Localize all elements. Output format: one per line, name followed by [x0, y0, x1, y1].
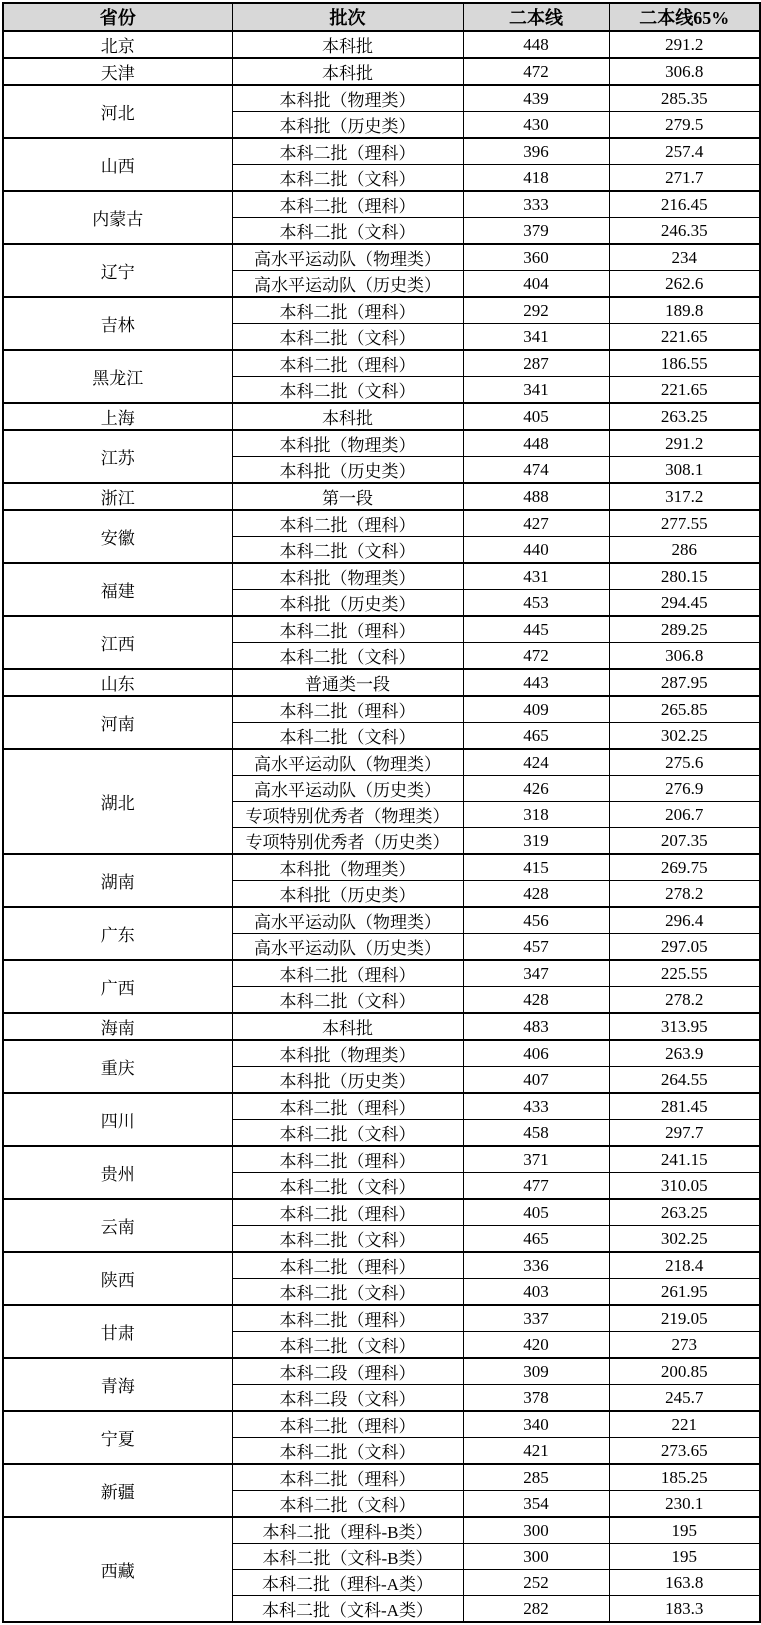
line-cell: 474	[463, 457, 609, 484]
batch-cell: 本科二批（文科）	[232, 1491, 463, 1518]
table-row	[3, 616, 760, 643]
line-cell: 439	[463, 85, 609, 112]
line-cell: 445	[463, 616, 609, 643]
province-cell: 陕西	[3, 1252, 232, 1305]
line-cell: 333	[463, 191, 609, 218]
table-row	[3, 1146, 760, 1173]
line-cell: 336	[463, 1252, 609, 1279]
province-cell: 吉林	[3, 297, 232, 350]
batch-cell: 本科批（物理类）	[232, 854, 463, 881]
line65-cell: 279.5	[609, 112, 760, 139]
line-cell: 424	[463, 749, 609, 776]
batch-cell: 本科批（历史类）	[232, 590, 463, 617]
col-header-line: 二本线	[463, 3, 609, 31]
line65-cell: 189.8	[609, 297, 760, 324]
province-cell: 云南	[3, 1199, 232, 1252]
line-cell: 354	[463, 1491, 609, 1518]
line-cell: 448	[463, 31, 609, 58]
table-row	[3, 1252, 760, 1279]
line65-cell: 310.05	[609, 1173, 760, 1200]
batch-cell: 本科二批（文科）	[232, 1279, 463, 1306]
province-cell: 甘肃	[3, 1305, 232, 1358]
line65-cell: 271.7	[609, 165, 760, 192]
batch-cell: 本科二批（理科）	[232, 696, 463, 723]
batch-cell: 本科二批（文科）	[232, 165, 463, 192]
line-cell: 396	[463, 138, 609, 165]
line65-cell: 287.95	[609, 669, 760, 696]
line65-cell: 185.25	[609, 1464, 760, 1491]
batch-cell: 本科批（物理类）	[232, 1040, 463, 1067]
batch-cell: 本科二批（理科）	[232, 1464, 463, 1491]
line65-cell: 280.15	[609, 563, 760, 590]
line65-cell: 246.35	[609, 218, 760, 245]
line65-cell: 257.4	[609, 138, 760, 165]
batch-cell: 本科批	[232, 1013, 463, 1040]
line65-cell: 221	[609, 1411, 760, 1438]
batch-cell: 本科批	[232, 403, 463, 430]
table-header-row	[3, 3, 760, 31]
table-row	[3, 1305, 760, 1332]
line65-cell: 277.55	[609, 510, 760, 537]
batch-cell: 本科二段（文科）	[232, 1385, 463, 1412]
batch-cell: 本科批	[232, 31, 463, 58]
batch-cell: 本科批（物理类）	[232, 563, 463, 590]
line65-cell: 241.15	[609, 1146, 760, 1173]
batch-cell: 高水平运动队（历史类）	[232, 934, 463, 961]
province-cell: 湖南	[3, 854, 232, 907]
batch-cell: 高水平运动队（物理类）	[232, 749, 463, 776]
table-row	[3, 350, 760, 377]
batch-cell: 本科二批（文科-B类）	[232, 1544, 463, 1570]
batch-cell: 专项特别优秀者（物理类）	[232, 802, 463, 828]
line65-cell: 296.4	[609, 907, 760, 934]
table-row	[3, 510, 760, 537]
batch-cell: 本科二批（文科）	[232, 723, 463, 750]
table-row	[3, 244, 760, 271]
table-body	[3, 31, 760, 1622]
batch-cell: 本科二批（文科）	[232, 987, 463, 1014]
line65-cell: 216.45	[609, 191, 760, 218]
line-cell: 448	[463, 430, 609, 457]
province-cell: 江苏	[3, 430, 232, 483]
province-cell: 北京	[3, 31, 232, 58]
batch-cell: 高水平运动队（物理类）	[232, 907, 463, 934]
batch-cell: 本科批（物理类）	[232, 85, 463, 112]
line65-cell: 278.2	[609, 881, 760, 908]
province-cell: 四川	[3, 1093, 232, 1146]
table-row	[3, 430, 760, 457]
col-header-province: 省份	[3, 3, 232, 31]
table-row	[3, 31, 760, 58]
line-cell: 418	[463, 165, 609, 192]
line65-cell: 186.55	[609, 350, 760, 377]
line65-cell: 285.35	[609, 85, 760, 112]
batch-cell: 本科批（历史类）	[232, 1067, 463, 1094]
table-row	[3, 58, 760, 85]
line-cell: 477	[463, 1173, 609, 1200]
line-cell: 483	[463, 1013, 609, 1040]
line65-cell: 269.75	[609, 854, 760, 881]
province-cell: 海南	[3, 1013, 232, 1040]
province-cell: 山东	[3, 669, 232, 696]
province-cell: 江西	[3, 616, 232, 669]
line65-cell: 263.25	[609, 1199, 760, 1226]
batch-cell: 本科二批（理科）	[232, 191, 463, 218]
line-cell: 360	[463, 244, 609, 271]
line65-cell: 273.65	[609, 1438, 760, 1465]
batch-cell: 本科二批（理科）	[232, 138, 463, 165]
table-row	[3, 1040, 760, 1067]
line65-cell: 289.25	[609, 616, 760, 643]
province-cell: 广东	[3, 907, 232, 960]
table-row	[3, 138, 760, 165]
province-cell: 重庆	[3, 1040, 232, 1093]
province-cell: 青海	[3, 1358, 232, 1411]
line65-cell: 294.45	[609, 590, 760, 617]
col-header-line65: 二本线65%	[609, 3, 760, 31]
line-cell: 456	[463, 907, 609, 934]
line-cell: 404	[463, 271, 609, 298]
batch-cell: 本科批（物理类）	[232, 430, 463, 457]
province-cell: 辽宁	[3, 244, 232, 297]
batch-cell: 高水平运动队（物理类）	[232, 244, 463, 271]
batch-cell: 高水平运动队（历史类）	[232, 776, 463, 802]
line65-cell: 278.2	[609, 987, 760, 1014]
batch-cell: 本科二批（理科-A类）	[232, 1570, 463, 1596]
line-cell: 465	[463, 1226, 609, 1253]
line-cell: 287	[463, 350, 609, 377]
table-row	[3, 1199, 760, 1226]
line-cell: 409	[463, 696, 609, 723]
line-cell: 458	[463, 1120, 609, 1147]
province-cell: 山西	[3, 138, 232, 191]
line65-cell: 218.4	[609, 1252, 760, 1279]
line65-cell: 195	[609, 1544, 760, 1570]
batch-cell: 本科二批（文科）	[232, 1173, 463, 1200]
batch-cell: 本科二批（理科）	[232, 1199, 463, 1226]
batch-cell: 本科二批（理科）	[232, 1305, 463, 1332]
line65-cell: 313.95	[609, 1013, 760, 1040]
batch-cell: 本科批（历史类）	[232, 457, 463, 484]
line65-cell: 262.6	[609, 271, 760, 298]
line65-cell: 163.8	[609, 1570, 760, 1596]
line65-cell: 261.95	[609, 1279, 760, 1306]
line-cell: 292	[463, 297, 609, 324]
line65-cell: 207.35	[609, 828, 760, 855]
line-cell: 252	[463, 1570, 609, 1596]
batch-cell: 本科二批（理科）	[232, 1146, 463, 1173]
batch-cell: 本科二批（理科-B类）	[232, 1517, 463, 1544]
line-cell: 430	[463, 112, 609, 139]
batch-cell: 本科二批（理科）	[232, 510, 463, 537]
table-row	[3, 907, 760, 934]
table-row	[3, 85, 760, 112]
line-cell: 319	[463, 828, 609, 855]
table-row	[3, 854, 760, 881]
line65-cell: 317.2	[609, 483, 760, 510]
table-row	[3, 1093, 760, 1120]
batch-cell: 本科二批（文科-A类）	[232, 1596, 463, 1623]
batch-cell: 本科批（历史类）	[232, 881, 463, 908]
batch-cell: 本科二段（理科）	[232, 1358, 463, 1385]
line-cell: 379	[463, 218, 609, 245]
line65-cell: 276.9	[609, 776, 760, 802]
batch-cell: 本科二批（文科）	[232, 1332, 463, 1359]
line-cell: 433	[463, 1093, 609, 1120]
line-cell: 405	[463, 403, 609, 430]
table-row	[3, 1464, 760, 1491]
line65-cell: 291.2	[609, 31, 760, 58]
province-cell: 河南	[3, 696, 232, 749]
line-cell: 405	[463, 1199, 609, 1226]
province-cell: 新疆	[3, 1464, 232, 1517]
batch-cell: 本科二批（理科）	[232, 297, 463, 324]
admission-score-table	[2, 2, 761, 1623]
province-cell: 福建	[3, 563, 232, 616]
line-cell: 465	[463, 723, 609, 750]
batch-cell: 本科二批（理科）	[232, 1093, 463, 1120]
batch-cell: 本科二批（理科）	[232, 616, 463, 643]
line-cell: 403	[463, 1279, 609, 1306]
province-cell: 安徽	[3, 510, 232, 563]
batch-cell: 本科二批（理科）	[232, 960, 463, 987]
line-cell: 440	[463, 537, 609, 564]
line-cell: 285	[463, 1464, 609, 1491]
line-cell: 421	[463, 1438, 609, 1465]
table-row	[3, 403, 760, 430]
province-cell: 西藏	[3, 1517, 232, 1622]
line65-cell: 286	[609, 537, 760, 564]
line-cell: 453	[463, 590, 609, 617]
province-cell: 湖北	[3, 749, 232, 854]
line65-cell: 221.65	[609, 324, 760, 351]
table-row	[3, 1358, 760, 1385]
table-row	[3, 191, 760, 218]
province-cell: 黑龙江	[3, 350, 232, 403]
province-cell: 广西	[3, 960, 232, 1013]
province-cell: 宁夏	[3, 1411, 232, 1464]
province-cell: 河北	[3, 85, 232, 138]
line65-cell: 263.25	[609, 403, 760, 430]
line65-cell: 221.65	[609, 377, 760, 404]
table-row	[3, 749, 760, 776]
table-row	[3, 483, 760, 510]
line-cell: 318	[463, 802, 609, 828]
line-cell: 443	[463, 669, 609, 696]
line65-cell: 297.05	[609, 934, 760, 961]
line-cell: 428	[463, 987, 609, 1014]
batch-cell: 本科二批（文科）	[232, 537, 463, 564]
batch-cell: 普通类一段	[232, 669, 463, 696]
batch-cell: 本科二批（文科）	[232, 324, 463, 351]
line-cell: 337	[463, 1305, 609, 1332]
line65-cell: 183.3	[609, 1596, 760, 1623]
province-cell: 内蒙古	[3, 191, 232, 244]
line65-cell: 264.55	[609, 1067, 760, 1094]
line-cell: 309	[463, 1358, 609, 1385]
line-cell: 407	[463, 1067, 609, 1094]
batch-cell: 本科批（历史类）	[232, 112, 463, 139]
line65-cell: 263.9	[609, 1040, 760, 1067]
line65-cell: 200.85	[609, 1358, 760, 1385]
line-cell: 300	[463, 1517, 609, 1544]
line-cell: 282	[463, 1596, 609, 1623]
line65-cell: 230.1	[609, 1491, 760, 1518]
line-cell: 341	[463, 324, 609, 351]
province-cell: 上海	[3, 403, 232, 430]
table-row	[3, 563, 760, 590]
table-row	[3, 696, 760, 723]
line-cell: 427	[463, 510, 609, 537]
line-cell: 371	[463, 1146, 609, 1173]
line-cell: 428	[463, 881, 609, 908]
line65-cell: 195	[609, 1517, 760, 1544]
line65-cell: 206.7	[609, 802, 760, 828]
batch-cell: 本科二批（文科）	[232, 1120, 463, 1147]
line65-cell: 273	[609, 1332, 760, 1359]
table-row	[3, 669, 760, 696]
batch-cell: 本科二批（文科）	[232, 218, 463, 245]
line-cell: 488	[463, 483, 609, 510]
line65-cell: 245.7	[609, 1385, 760, 1412]
line-cell: 300	[463, 1544, 609, 1570]
batch-cell: 本科二批（理科）	[232, 1252, 463, 1279]
batch-cell: 专项特别优秀者（历史类）	[232, 828, 463, 855]
line65-cell: 291.2	[609, 430, 760, 457]
line65-cell: 275.6	[609, 749, 760, 776]
line-cell: 426	[463, 776, 609, 802]
table-row	[3, 297, 760, 324]
line65-cell: 308.1	[609, 457, 760, 484]
line-cell: 415	[463, 854, 609, 881]
batch-cell: 本科二批（理科）	[232, 1411, 463, 1438]
table-row	[3, 960, 760, 987]
batch-cell: 本科二批（理科）	[232, 350, 463, 377]
line-cell: 472	[463, 643, 609, 670]
line65-cell: 234	[609, 244, 760, 271]
batch-cell: 本科二批（文科）	[232, 1226, 463, 1253]
line-cell: 431	[463, 563, 609, 590]
line-cell: 340	[463, 1411, 609, 1438]
line65-cell: 306.8	[609, 58, 760, 85]
batch-cell: 第一段	[232, 483, 463, 510]
province-cell: 天津	[3, 58, 232, 85]
col-header-batch: 批次	[232, 3, 463, 31]
table-row	[3, 1013, 760, 1040]
line-cell: 406	[463, 1040, 609, 1067]
line-cell: 347	[463, 960, 609, 987]
line65-cell: 281.45	[609, 1093, 760, 1120]
line65-cell: 225.55	[609, 960, 760, 987]
province-cell: 贵州	[3, 1146, 232, 1199]
batch-cell: 本科二批（文科）	[232, 643, 463, 670]
line65-cell: 306.8	[609, 643, 760, 670]
line-cell: 341	[463, 377, 609, 404]
line-cell: 378	[463, 1385, 609, 1412]
province-cell: 浙江	[3, 483, 232, 510]
line65-cell: 302.25	[609, 723, 760, 750]
batch-cell: 本科批	[232, 58, 463, 85]
line65-cell: 302.25	[609, 1226, 760, 1253]
table-row	[3, 1411, 760, 1438]
batch-cell: 本科二批（文科）	[232, 377, 463, 404]
line-cell: 472	[463, 58, 609, 85]
line65-cell: 297.7	[609, 1120, 760, 1147]
batch-cell: 高水平运动队（历史类）	[232, 271, 463, 298]
line-cell: 457	[463, 934, 609, 961]
line65-cell: 219.05	[609, 1305, 760, 1332]
table-row	[3, 1517, 760, 1544]
line65-cell: 265.85	[609, 696, 760, 723]
batch-cell: 本科二批（文科）	[232, 1438, 463, 1465]
line-cell: 420	[463, 1332, 609, 1359]
